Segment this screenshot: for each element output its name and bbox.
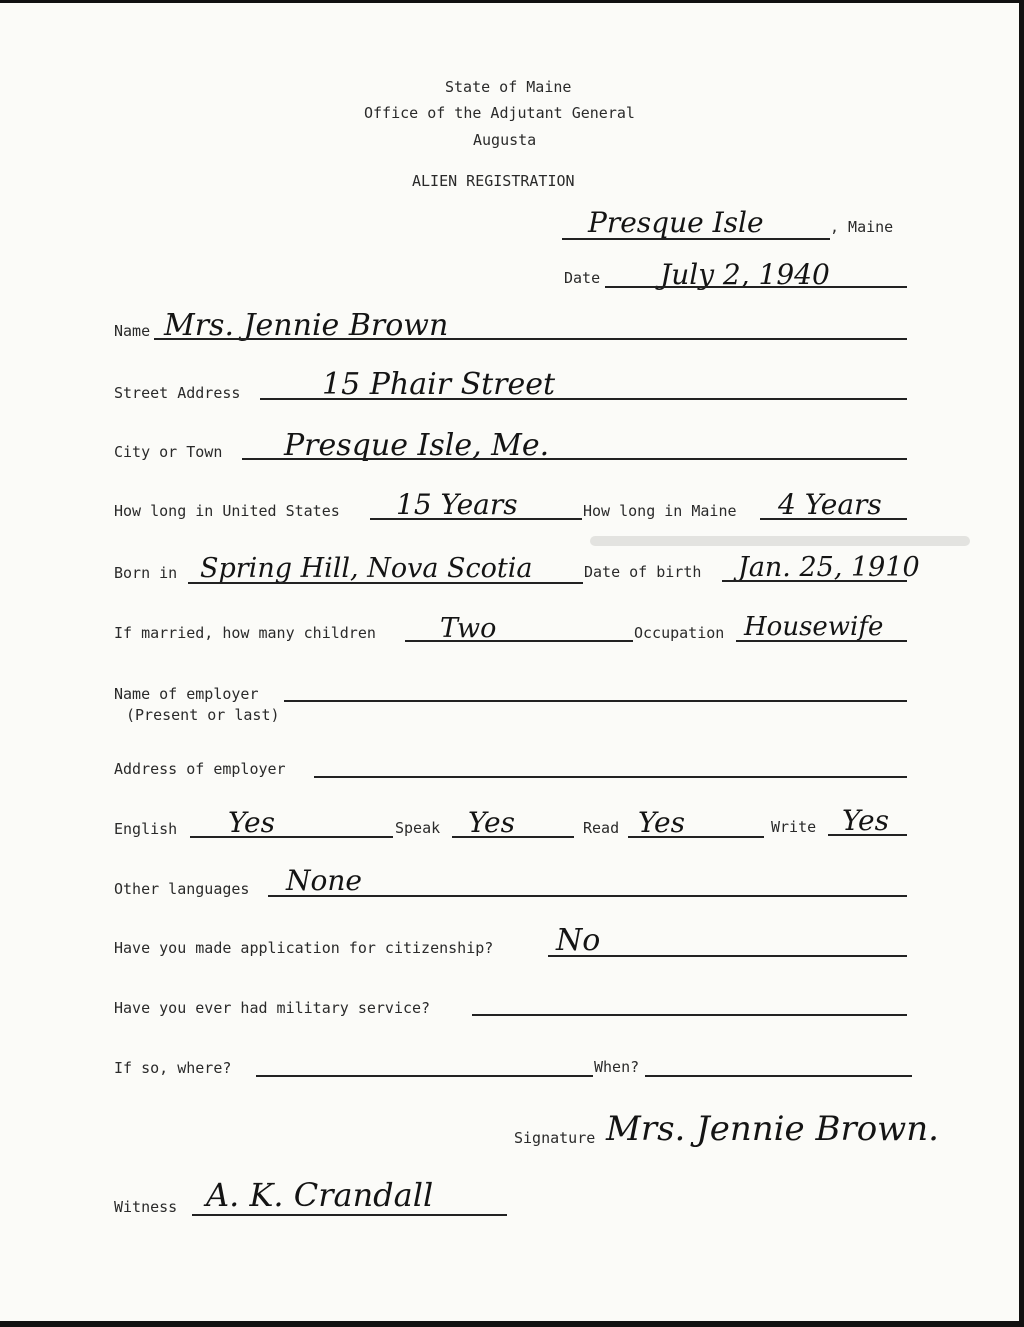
us-duration-value: 15 Years [396,488,518,521]
children-value: Two [440,613,497,644]
date-line [605,286,907,288]
speak-label: Speak [395,819,441,837]
children-line [405,640,633,642]
dob-label: Date of birth [584,563,702,581]
born-in-label: Born in [114,564,178,582]
other-languages-value: None [286,864,362,897]
street-label: Street Address [114,384,241,402]
english-label: English [114,820,178,838]
header-city: Augusta [473,131,537,149]
employer-address-line [314,776,907,778]
speak-line [452,836,574,838]
where-label: If so, where? [114,1059,232,1077]
employer-line [284,700,907,702]
street-line [260,398,907,400]
speak-value: Yes [468,806,515,839]
name-line [154,338,907,340]
english-line [190,836,393,838]
where-line [256,1075,593,1077]
name-value: Mrs. Jennie Brown [164,308,449,343]
street-value: 15 Phair Street [322,367,556,402]
city-line [242,458,907,460]
citizenship-line [548,955,907,957]
citizenship-label: Have you made application for citizenship? [114,939,494,957]
other-languages-label: Other languages [114,880,250,898]
scan-edge-top [0,0,1024,3]
write-label: Write [771,818,817,836]
signature-value: Mrs. Jennie Brown. [606,1109,939,1149]
read-value: Yes [638,806,685,839]
signature-label: Signature [514,1129,596,1147]
write-value: Yes [842,804,889,837]
occupation-value: Housewife [744,612,884,642]
place-line [562,238,830,240]
read-label: Read [583,819,620,837]
born-in-value: Spring Hill, Nova Scotia [200,553,533,584]
date-value: July 2, 1940 [660,258,830,291]
when-label: When? [594,1058,640,1076]
us-duration-line [370,518,582,520]
maine-duration-label: How long in Maine [583,502,737,520]
occupation-label: Occupation [634,624,725,642]
us-duration-label: How long in United States [114,502,340,520]
header-office: Office of the Adjutant General [364,104,635,122]
dob-line [722,580,907,582]
date-label: Date [564,269,601,287]
witness-label: Witness [114,1198,178,1216]
military-line [472,1014,907,1016]
employer-label: Name of employer [114,685,259,703]
dob-value: Jan. 25, 1910 [738,552,920,583]
citizenship-value: No [556,923,601,958]
when-line [645,1075,912,1077]
form-title: ALIEN REGISTRATION [412,172,575,190]
scan-smudge [590,536,970,546]
city-value: Presque Isle, Me. [284,428,550,463]
scan-edge-bottom [0,1321,1024,1327]
employer-sublabel: (Present or last) [126,706,280,724]
city-label: City or Town [114,443,223,461]
witness-value: A. K. Crandall [206,1176,434,1214]
military-label: Have you ever had military service? [114,999,431,1017]
place-city-value: Presque Isle [588,206,764,239]
name-label: Name [114,322,151,340]
english-value: Yes [228,806,275,839]
other-languages-line [268,895,907,897]
occupation-line [736,640,907,642]
header-state: State of Maine [445,78,572,96]
witness-line [192,1214,507,1216]
read-line [628,836,764,838]
maine-duration-line [760,518,907,520]
write-line [828,834,907,836]
place-state-label: , Maine [830,218,894,236]
born-in-line [188,582,583,584]
employer-address-label: Address of employer [114,760,286,778]
children-label: If married, how many children [114,624,376,642]
maine-duration-value: 4 Years [778,488,882,521]
scan-edge-right [1019,0,1024,1327]
